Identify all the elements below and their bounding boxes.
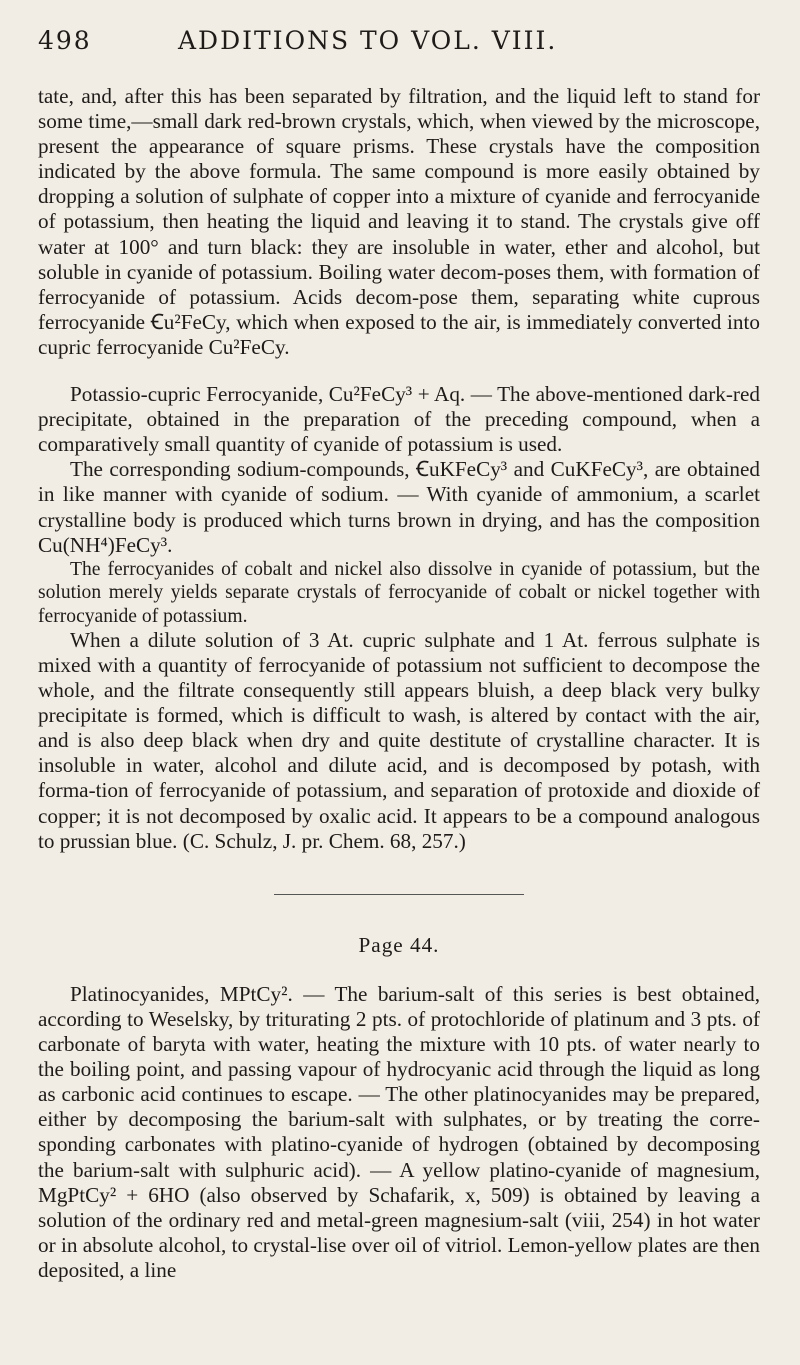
running-header: [38, 26, 760, 66]
page-number: 498: [38, 26, 92, 55]
paragraph-dilute-solution: When a dilute solution of 3 At. cupric sulphate and 1 At. ferrous sulphate is mixed with a quantity of ferrocyanide of potassium not sufficient to decompose the whole, and the filtrate consequently still appears bluish, a deep black very bulky precipitate is formed, which is difficult to wash, is altered by contact with the air, and is also deep black when dry and quite destitute of crystalline character. It is insoluble in water, alcohol and dilute acid, and is decomposed by potash, with forma-tion of ferrocyanide of potassium, and separation of protoxide and dioxide of copper; it is not decomposed by oxalic acid. It appears to be a compound analogous to prussian blue. (C. Schulz, J. pr. Chem. 68, 257.): [38, 627, 760, 853]
page-reference: Page 44.: [358, 932, 440, 957]
running-title: ADDITIONS TO VOL. VIII.: [178, 26, 558, 55]
paragraph-cobalt-nickel: The ferrocyanides of cobalt and nickel also dissolve in cyanide of potassium, but the solution merely yields separate crystals of ferrocyanide of cobalt or nickel together with ferrocyanide of potassium.: [38, 558, 760, 627]
paragraph-potassio-cupric: Potassio-cupric Ferrocyanide, Cu²FeCy³ + Aq. — The above-mentioned dark-red precipitate, obtained in the preparation of the preceding compound, when a comparatively small quantity of cyanide of potassium is used.: [38, 382, 760, 457]
section-divider: [274, 894, 524, 895]
page-body: [38, 84, 760, 1283]
paragraph-continuation: tate, and, after this has been separated by filtration, and the liquid left to stand for some time,—small dark red-brown crystals, which, when viewed by the microscope, present the appearance of square prisms. These crystals have the composition indicated by the above formula. The same compound is more easily obtained by dropping a solution of sulphate of copper into a mixture of cyanide and ferrocyanide of potassium, then heating the liquid and leaving it to stand. The crystals give off water at 100° and turn black: they are insoluble in water, ether and alcohol, but soluble in cyanide of potassium. Boiling water decom-poses them, with formation of ferrocyanide of potassium. Acids decom-pose them, separating white cuprous ferrocyanide Ꞓu²FeCy, which when exposed to the air, is immediately converted into cupric ferrocyanide Cu²FeCy.: [38, 84, 760, 359]
paragraph-sodium-compounds: The corresponding sodium-compounds, ꞒuKFeCy³ and CuKFeCy³, are obtained in like manner with cyanide of sodium. — With cyanide of ammonium, a scarlet crystalline body is produced which turns brown in drying, and has the composition Cu(NH⁴)FeCy³.: [38, 457, 760, 557]
paragraph-platinocyanides: Platinocyanides, MPtCy². — The barium-salt of this series is best obtained, according to Weselsky, by triturating 2 pts. of protochloride of platinum and 3 pts. of carbonate of baryta with water, heating the mixture with 10 pts. of water nearly to the boiling point, and passing vapour of hydrocyanic acid through the liquid as long as carbonic acid continues to escape. — The other platinocyanides may be prepared, either by decomposing the barium-salt with sulphates, or by treating the corre-sponding carbonates with platino-cyanide of hydrogen (obtained by decomposing the barium-salt with sulphuric acid). — A yellow platino-cyanide of magnesium, MgPtCy² + 6HO (also observed by Schafarik, x, 509) is obtained by leaving a solution of the ordinary red and metal-green magnesium-salt (viii, 254) in hot water or in absolute alcohol, to crystal-lise over oil of vitriol. Lemon-yellow plates are then deposited, a line: [38, 981, 760, 1282]
